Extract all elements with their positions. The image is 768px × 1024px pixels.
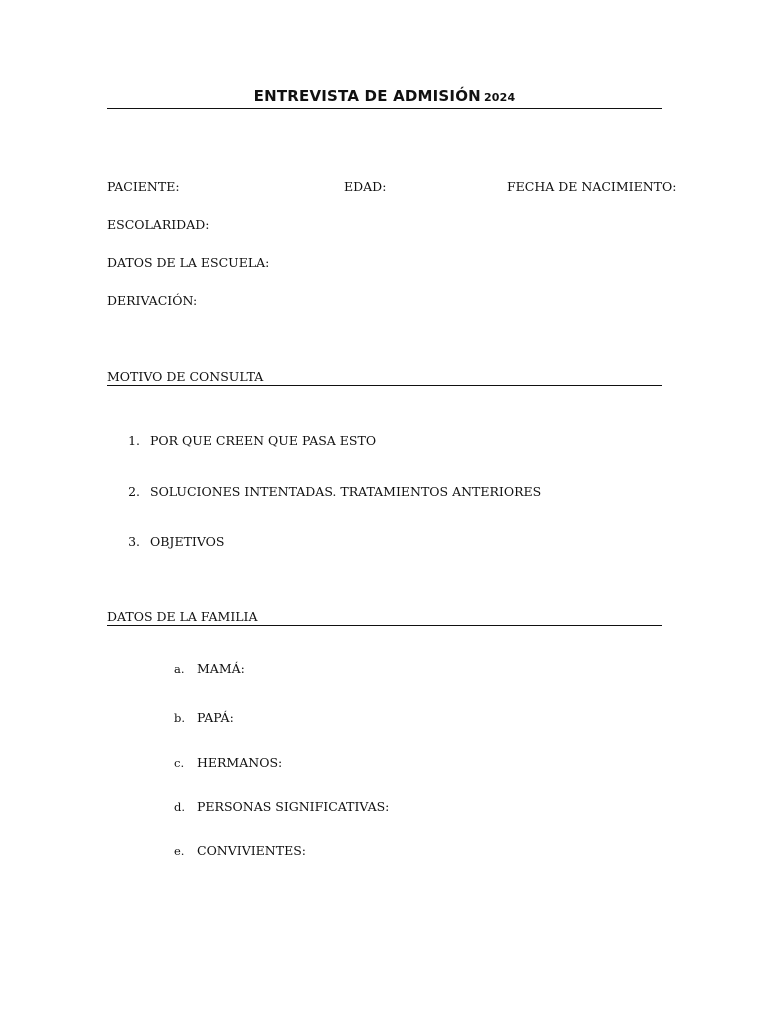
familia-item-papa [174,710,234,725]
list-item-text: OBJETIVOS [150,534,225,549]
list-item-text: PERSONAS SIGNIFICATIVAS: [197,799,390,814]
list-item-text: POR QUE CREEN QUE PASA ESTO [150,433,377,448]
edad-label: EDAD: [344,179,387,194]
familia-item-hermanos [174,755,282,770]
motivo-consulta-heading: MOTIVO DE CONSULTA [107,369,662,386]
consulta-item-2 [118,484,541,499]
consulta-item-1 [118,433,376,448]
familia-item-convivientes [174,843,306,858]
list-item-text: MAMÁ: [197,661,245,676]
page-title [254,87,516,105]
list-item-text: HERMANOS: [197,755,283,770]
list-item-text: PAPÁ: [197,710,234,725]
list-item-text: CONVIVIENTES: [197,843,306,858]
escolaridad-label: ESCOLARIDAD: [107,217,210,232]
fecha-nacimiento-label: FECHA DE NACIMIENTO: [507,179,677,194]
list-marker: 3. [128,534,140,549]
paciente-label: PACIENTE: [107,179,180,194]
datos-familia-heading: DATOS DE LA FAMILIA [107,609,662,626]
familia-item-personas-significativas [174,799,389,814]
list-marker: d. [174,800,186,814]
list-marker: a. [174,662,185,676]
derivacion-label: DERIVACIÓN: [107,293,198,308]
title-text: ENTREVISTA DE ADMISIÓN [253,87,481,105]
datos-escuela-label: DATOS DE LA ESCUELA: [107,255,270,270]
list-marker: 1. [128,433,140,448]
consulta-item-3 [118,534,224,549]
familia-item-mama [174,661,245,676]
list-item-text: SOLUCIONES INTENTADAS. TRATAMIENTOS ANTERIORES [150,484,542,499]
title-block [107,86,662,109]
list-marker: 2. [128,484,140,499]
list-marker: b. [174,711,186,725]
list-marker: e. [174,844,185,858]
title-year: 2024 [483,91,516,104]
list-marker: c. [174,756,185,770]
